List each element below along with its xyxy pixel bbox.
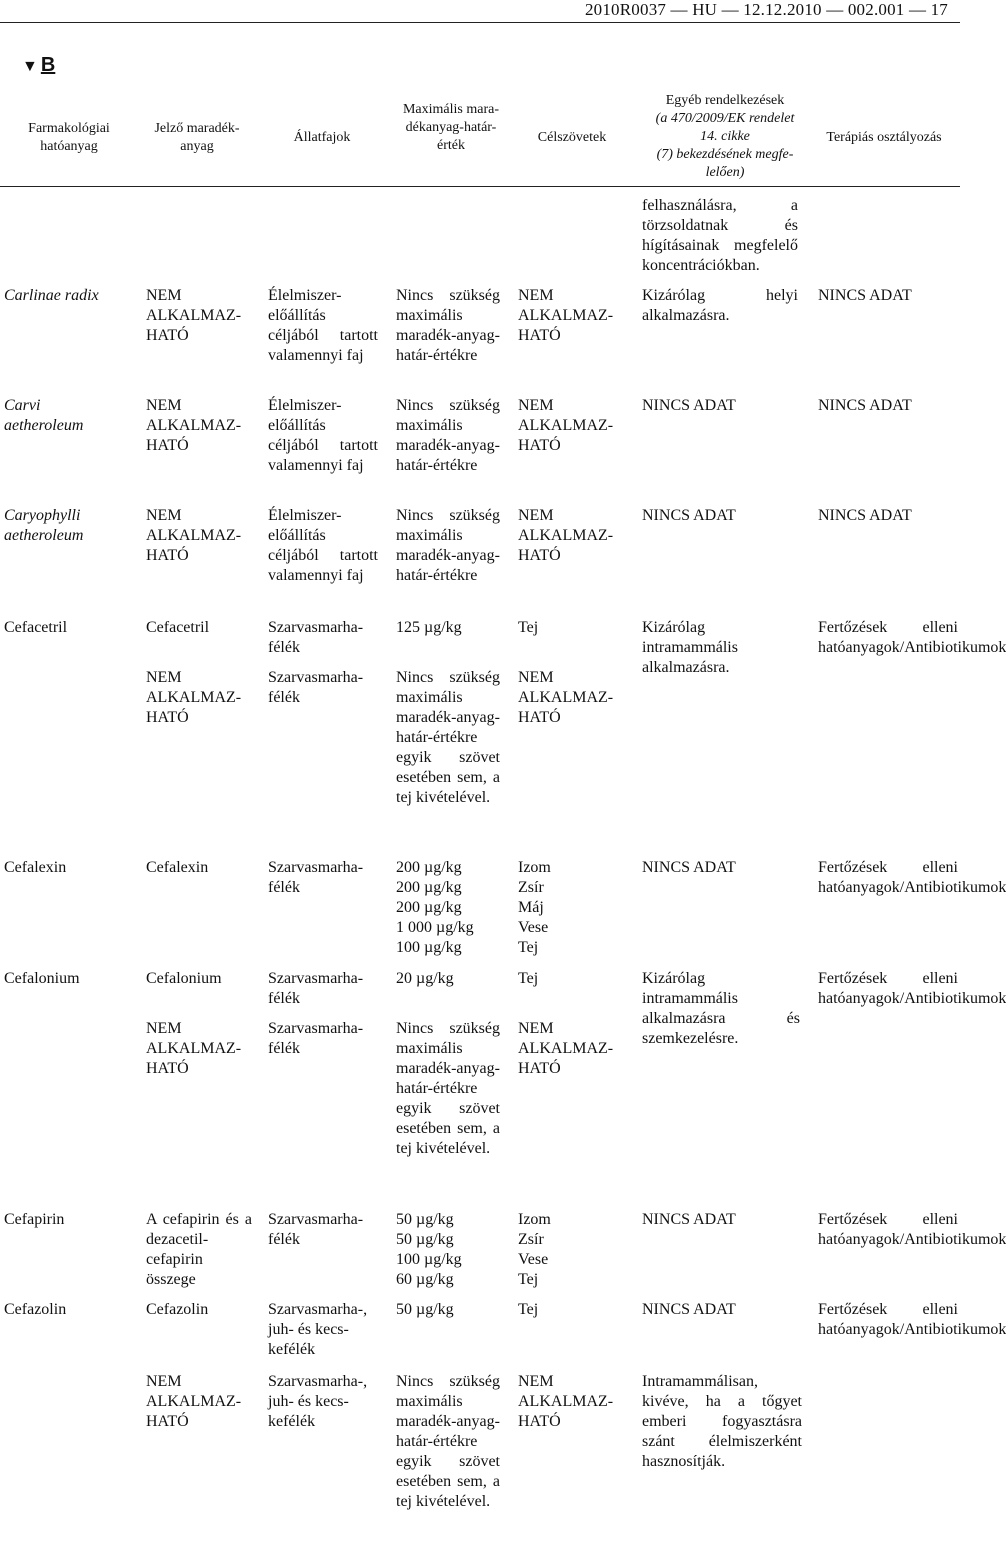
target-tissue: NEM ALKALMAZ-HATÓ: [518, 1020, 614, 1077]
animal-species: Szarvasmarha-, juh- és kecs-kefélék: [268, 1301, 368, 1358]
animal-species: Szarvasmarha-, juh- és kecs-kefélék: [268, 1373, 368, 1430]
mrl-value: 50 µg/kg: [396, 1211, 454, 1228]
mrl-value: Nincs szükség maximális maradék-anyag-határ-értékre: [396, 507, 500, 584]
mrl-value: Nincs szükség maximális maradék-anyag-határ-értékre egyik szövet esetében sem, a tej kivételével.: [396, 1373, 500, 1510]
col-header-substance: Farmakológiai hatóanyag: [28, 121, 110, 154]
mrl-value: Nincs szükség maximális maradék-anyag-határ-értékre egyik szövet esetében sem, a tej kivételével.: [396, 669, 500, 806]
mrl-list: [396, 1210, 506, 1290]
substance-name: Cefacetril: [4, 619, 68, 636]
mrl-value: 100 µg/kg: [396, 1251, 462, 1268]
marker-residue: Cefazolin: [146, 1301, 209, 1318]
substance-name: Carlinae radix: [4, 287, 99, 304]
therapeutic-classification: Fertőzések elleni hatóanyagok/Antibiotikumok: [818, 970, 1006, 1007]
animal-species: Szarvasmarha-félék: [268, 1020, 364, 1057]
other-provisions: NINCS ADAT: [642, 507, 736, 524]
triangle-down-icon: ▼: [22, 58, 38, 75]
marker-residue: NEM ALKALMAZ-HATÓ: [146, 669, 242, 726]
target-tissue: Izom: [518, 1211, 551, 1228]
section-marker: [22, 54, 55, 77]
target-tissue: NEM ALKALMAZ-HATÓ: [518, 507, 614, 564]
marker-residue: NEM ALKALMAZ-HATÓ: [146, 1020, 242, 1077]
mrl-value: 50 µg/kg: [396, 1301, 454, 1318]
substance-name: Cefapirin: [4, 1211, 65, 1228]
mrl-value: 20 µg/kg: [396, 970, 454, 987]
other-provisions: NINCS ADAT: [642, 1211, 736, 1228]
other-provisions: NINCS ADAT: [642, 1301, 736, 1318]
marker-residue: Cefalonium: [146, 970, 222, 987]
marker-residue: NEM ALKALMAZ-HATÓ: [146, 1373, 242, 1430]
col-header-mrl: Maximális mara- dékanyag-határ- érték: [402, 102, 500, 153]
mrl-value: 200 µg/kg: [396, 879, 462, 896]
marker-residue: Cefalexin: [146, 859, 209, 876]
target-tissue: Tej: [518, 619, 539, 636]
col-header-provisions-title: Egyéb rendelkezések: [665, 93, 785, 108]
other-provisions: NINCS ADAT: [642, 859, 736, 876]
other-provisions: Kizárólag helyi alkalmazásra.: [642, 287, 798, 324]
mrl-value: 200 µg/kg: [396, 859, 462, 876]
target-tissue: Zsír: [518, 879, 544, 896]
target-tissue: NEM ALKALMAZ-HATÓ: [518, 287, 614, 344]
marker-residue: Cefacetril: [146, 619, 210, 636]
animal-species: Élelmiszer-előállítás céljából tartott valamennyi faj: [268, 287, 378, 364]
animal-species: Szarvasmarha-félék: [268, 619, 364, 656]
therapeutic-classification: NINCS ADAT: [818, 397, 912, 414]
substance-name: Cefalonium: [4, 970, 80, 987]
mrl-value: Nincs szükség maximális maradék-anyag-határ-értékre: [396, 397, 500, 474]
header-bottom-rule: [0, 186, 960, 187]
other-provisions: Kizárólag intramammális alkalmazásra és szemkezelésre.: [642, 970, 800, 1047]
substance-name: Carvi aetheroleum: [4, 397, 84, 434]
animal-species: Szarvasmarha-félék: [268, 669, 364, 706]
marker-residue: A cefapirin és a dezacetil-cefapirin összege: [146, 1211, 252, 1288]
therapeutic-classification: NINCS ADAT: [818, 507, 912, 524]
mrl-value: 50 µg/kg: [396, 1231, 454, 1248]
substance-name: Cefalexin: [4, 859, 67, 876]
marker-residue: NEM ALKALMAZ-HATÓ: [146, 287, 242, 344]
mrl-value: Nincs szükség maximális maradék-anyag-határ-értékre egyik szövet esetében sem, a tej kivételével.: [396, 1020, 500, 1157]
mrl-value: 200 µg/kg: [396, 899, 462, 916]
other-provisions: Intramammálisan, kivéve, ha a tőgyet emberi fogyasztásra szánt élelmiszerként hasznosítják.: [642, 1373, 802, 1470]
therapeutic-classification: Fertőzések elleni hatóanyagok/Antibiotikumok: [818, 1301, 1006, 1338]
target-tissue: Tej: [518, 970, 539, 987]
mrl-value: 1 000 µg/kg: [396, 919, 474, 936]
tissue-list: [518, 1210, 622, 1290]
target-tissue: Tej: [518, 939, 539, 956]
col-header-tissue: Célszövetek: [537, 130, 607, 145]
other-provisions: Kizárólag intramammális alkalmazásra.: [642, 619, 738, 676]
continuation-text: felhasználásra, a törzsoldatnak és hígításainak megfelelő koncentrációkban.: [642, 197, 798, 274]
col-header-marker: Jelző maradék- anyag: [154, 121, 240, 154]
page-header: 2010R0037 — HU — 12.12.2010 — 002.001 — 17: [584, 0, 948, 19]
mrl-value: 125 µg/kg: [396, 619, 462, 636]
substance-name: Cefazolin: [4, 1301, 67, 1318]
therapeutic-classification: Fertőzések elleni hatóanyagok/Antibiotikumok: [818, 1211, 1006, 1248]
mrl-value: Nincs szükség maximális maradék-anyag-határ-értékre: [396, 287, 500, 364]
target-tissue: NEM ALKALMAZ-HATÓ: [518, 397, 614, 454]
animal-species: Szarvasmarha-félék: [268, 859, 364, 896]
animal-species: Élelmiszer-előállítás céljából tartott valamennyi faj: [268, 397, 378, 474]
target-tissue: Vese: [518, 919, 549, 936]
therapeutic-classification: Fertőzések elleni hatóanyagok/Antibiotikumok: [818, 619, 1006, 656]
target-tissue: Tej: [518, 1301, 539, 1318]
target-tissue: Vese: [518, 1251, 549, 1268]
therapeutic-classification: NINCS ADAT: [818, 287, 912, 304]
animal-species: Szarvasmarha-félék: [268, 1211, 364, 1248]
target-tissue: NEM ALKALMAZ-HATÓ: [518, 669, 614, 726]
marker-residue: NEM ALKALMAZ-HATÓ: [146, 507, 242, 564]
animal-species: Szarvasmarha-félék: [268, 970, 364, 1007]
mrl-list: [396, 858, 506, 958]
animal-species: Élelmiszer-előállítás céljából tartott valamennyi faj: [268, 507, 378, 584]
mrl-value: 60 µg/kg: [396, 1271, 454, 1288]
mrl-value: 100 µg/kg: [396, 939, 462, 956]
target-tissue: Tej: [518, 1271, 539, 1288]
therapeutic-classification: Fertőzések elleni hatóanyagok/Antibiotikumok: [818, 859, 1006, 896]
marker-residue: NEM ALKALMAZ-HATÓ: [146, 397, 242, 454]
col-header-species: Állatfajok: [293, 130, 351, 145]
other-provisions: NINCS ADAT: [642, 397, 736, 414]
col-header-provisions-note: (a 470/2009/EK rendelet 14. cikke (7) bekezdésének megfe- lelően): [655, 111, 795, 180]
tissue-list: [518, 858, 622, 958]
target-tissue: Izom: [518, 859, 551, 876]
substance-name: Caryophylli aetheroleum: [4, 507, 84, 544]
target-tissue: Máj: [518, 899, 544, 916]
target-tissue: Zsír: [518, 1231, 544, 1248]
section-letter: B: [40, 54, 56, 76]
target-tissue: NEM ALKALMAZ-HATÓ: [518, 1373, 614, 1430]
col-header-classification: Terápiás osztályozás: [826, 130, 942, 145]
col-header-provisions: [636, 92, 814, 182]
header-rule: [0, 22, 960, 23]
